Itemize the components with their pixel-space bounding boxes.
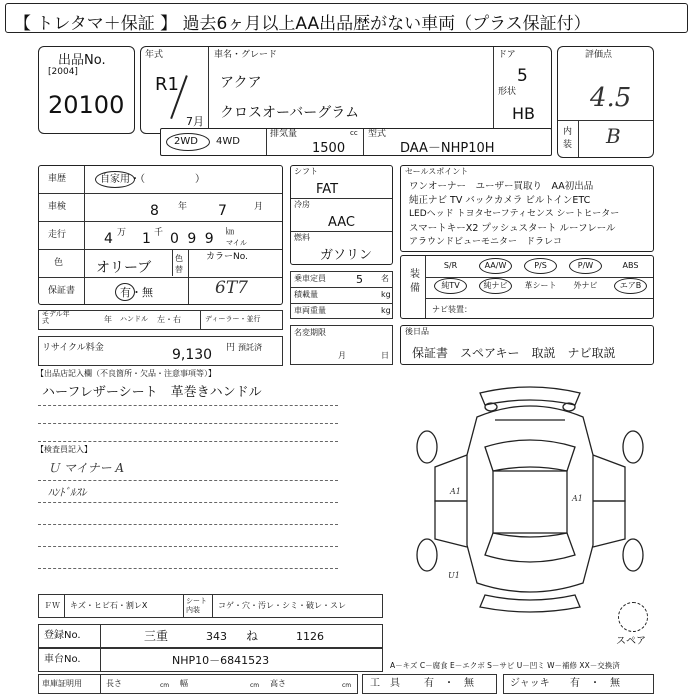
car-name: アクア bbox=[220, 75, 262, 91]
interior-value: B bbox=[606, 124, 621, 148]
sales-line-4: スマートキーX2 プッシュスタート ルーフレール bbox=[409, 223, 616, 234]
year-month: 7月 bbox=[186, 115, 204, 128]
color-value: オリーブ bbox=[96, 260, 152, 276]
regchange-day: 日 bbox=[381, 351, 389, 360]
sales-line-3: LEDヘッド トヨタセーフティセンス シートヒーター bbox=[409, 209, 620, 219]
recycle-value: 9,130 bbox=[172, 347, 213, 363]
fw-desc: キズ・ヒビ石・割レX bbox=[70, 601, 148, 610]
capacity-unit: 名 bbox=[381, 274, 389, 283]
equipment-item: AA/W bbox=[484, 261, 507, 270]
drive-4wd: 4WD bbox=[216, 136, 240, 147]
lot-label: 出品No. bbox=[58, 53, 106, 68]
damage-mark-3: A1 bbox=[572, 494, 583, 503]
shape-value: HB bbox=[512, 104, 536, 123]
chassis-label: 車台No. bbox=[44, 654, 81, 665]
equipment-circle bbox=[524, 258, 557, 274]
tire-front-right bbox=[623, 431, 643, 463]
after-value: 保証書 スペアキー 取説 ナビ取説 bbox=[412, 346, 616, 360]
rear-window bbox=[485, 533, 575, 562]
history-value: 自家用・（ ） bbox=[100, 174, 205, 185]
inspection-month-unit: 月 bbox=[254, 202, 264, 212]
seat-label: シート内装 bbox=[186, 597, 207, 614]
inspection-label: 車検 bbox=[48, 202, 67, 212]
inspection-year: 8 bbox=[150, 203, 159, 219]
remarks-text: ハーフレザーシート 革巻きハンドル bbox=[42, 385, 262, 400]
equipment-circle bbox=[479, 278, 512, 294]
cert-label: 車庫証明用 bbox=[42, 679, 82, 688]
modelyear-label: モデル年式 bbox=[42, 310, 70, 325]
lot-number: 20100 bbox=[48, 91, 125, 119]
history-label: 車歴 bbox=[48, 174, 67, 184]
mileage-label: 走行 bbox=[48, 230, 67, 240]
car-damage-diagram bbox=[395, 375, 665, 615]
roof bbox=[493, 471, 567, 533]
recycle-unit: 円 bbox=[226, 343, 236, 353]
equipment-item: P/W bbox=[577, 261, 594, 270]
tire-rear-left bbox=[417, 539, 437, 571]
ac-label: 冷房 bbox=[294, 200, 310, 209]
color-change: 色替 bbox=[175, 254, 183, 274]
lot-sub: [2004] bbox=[48, 67, 78, 77]
damage-legend: A－キズ C－腐食 E－エクボ S－サビ U－凹ミ W－補修 XX－交換済 bbox=[390, 661, 620, 670]
tools-label: 工 具 bbox=[370, 678, 400, 689]
mileage-d1: 4 bbox=[104, 231, 113, 247]
cert-row bbox=[38, 674, 358, 694]
load-label: 積載量 bbox=[294, 290, 318, 299]
equipment-item: 純ナビ bbox=[483, 281, 508, 290]
weight-unit: kg bbox=[381, 306, 391, 315]
equipment-item: 純TV bbox=[441, 281, 460, 290]
equipment-item: 外ナビ bbox=[573, 281, 598, 290]
drive-2wd: 2WD bbox=[174, 136, 198, 147]
color-label: 色 bbox=[54, 258, 64, 268]
displacement-value: 1500 bbox=[312, 141, 346, 156]
warranty-label: 保証書 bbox=[48, 286, 76, 296]
front-bumper bbox=[480, 387, 580, 405]
equipment-circle bbox=[479, 258, 512, 274]
registration-kana: ね bbox=[246, 629, 259, 643]
left-door-rear bbox=[435, 501, 467, 547]
car-label: 車名・グレード bbox=[214, 50, 278, 60]
capacity-value: 5 bbox=[356, 273, 363, 286]
after-label: 後日品 bbox=[405, 327, 429, 336]
mileage-digits: 0 9 9 bbox=[170, 231, 216, 247]
displacement-unit: cc bbox=[350, 129, 358, 137]
spare-label: スペア bbox=[616, 636, 646, 647]
tire-rear-right bbox=[623, 539, 643, 571]
chassis-value: NHP10－6841523 bbox=[172, 654, 270, 667]
sales-line-5: アラウンドビューモニター ドラレコ bbox=[409, 237, 563, 247]
modelyear-lr: 左・右 bbox=[157, 315, 181, 324]
equipment-item: エアB bbox=[619, 281, 642, 290]
cert-height: 高さ bbox=[270, 679, 286, 688]
doors-value: 5 bbox=[517, 66, 528, 86]
mileage-d2: 1 bbox=[142, 231, 151, 247]
color-code: 6T7 bbox=[215, 278, 248, 298]
inspection-year-unit: 年 bbox=[178, 202, 188, 212]
nav-label: ナビ装置： bbox=[432, 305, 472, 314]
ac-value: AAC bbox=[328, 215, 355, 230]
registration-label: 登録No. bbox=[44, 630, 81, 641]
inspection-month: 7 bbox=[218, 203, 227, 219]
color-code-label: カラーNo. bbox=[206, 252, 248, 262]
fuel-label: 燃料 bbox=[294, 233, 310, 242]
shift-label: シフト bbox=[294, 167, 318, 176]
shift-value: FAT bbox=[316, 182, 339, 197]
capacity-label: 乗車定員 bbox=[294, 274, 326, 283]
right-door-front bbox=[593, 455, 625, 501]
registration-class: 343 bbox=[206, 630, 227, 643]
car-grade: クロスオーバーグラム bbox=[220, 105, 360, 121]
modelyear-handle: ハンドル bbox=[120, 315, 148, 323]
displacement-label: 排気量 bbox=[270, 129, 298, 139]
sales-label: セールスポイント bbox=[405, 167, 469, 176]
equipment-divider bbox=[426, 277, 653, 278]
mileage-u1: 万 bbox=[117, 228, 127, 238]
cert-length: 長さ bbox=[106, 679, 122, 688]
fw-label: ＦＷ bbox=[44, 601, 60, 610]
damage-mark-2: U1 bbox=[448, 571, 460, 580]
equipment-circle bbox=[614, 278, 647, 294]
rear-bumper bbox=[480, 595, 580, 612]
weight-label: 車両重量 bbox=[294, 306, 326, 315]
doors-label: ドア bbox=[498, 50, 516, 60]
regchange-month: 月 bbox=[338, 351, 346, 360]
registration-number: 1126 bbox=[296, 630, 324, 643]
inspector-label: 【検査員記入】 bbox=[36, 445, 92, 454]
seat-desc: コゲ・穴・汚レ・シミ・破レ・スレ bbox=[218, 601, 346, 610]
remarks-label: 【出品店記入欄（不良箇所・欠品・注意事項等）】 bbox=[36, 369, 216, 378]
recycle-note: 預託済 bbox=[238, 343, 262, 352]
tools-value: 有 ・ 無 bbox=[424, 678, 474, 689]
jack-label: ジャッキ bbox=[510, 678, 550, 689]
mileage-u2: 千 bbox=[154, 228, 164, 238]
score-value: 4.5 bbox=[590, 83, 632, 113]
jack-value: 有 ・ 無 bbox=[570, 678, 620, 689]
spare-tire bbox=[618, 602, 648, 632]
fuel-value: ガソリン bbox=[320, 248, 373, 263]
equipment-circle bbox=[569, 258, 602, 274]
sales-line-2: 純正ナビ TV バックカメラ ビルトインETC bbox=[409, 195, 591, 206]
recycle-label: リサイクル料金 bbox=[42, 343, 104, 353]
regchange-label: 名変期限 bbox=[294, 328, 326, 337]
cert-cm-1: cm bbox=[160, 682, 170, 689]
cert-cm-3: cm bbox=[342, 682, 352, 689]
interior-label: 内装 bbox=[563, 127, 573, 150]
modelyear-dealer: ディーラー・並行 bbox=[205, 315, 261, 323]
inspector-line-2: ﾊﾝﾄﾞﾙｽﾚ bbox=[48, 486, 87, 499]
equipment-item: 革シート bbox=[524, 281, 557, 290]
year-label: 年式 bbox=[145, 50, 164, 60]
damage-mark-1: A1 bbox=[450, 487, 461, 496]
equipment-item: ABS bbox=[622, 261, 639, 270]
banner-text: 【 トレタマ＋保証 】 過去6ヶ月以上AA出品歴がない車両（プラス保証付） bbox=[14, 14, 591, 34]
cert-width: 幅 bbox=[180, 679, 188, 688]
score-label: 評価点 bbox=[585, 50, 613, 60]
sales-line-1: ワンオーナー ユーザー買取り AA初出品 bbox=[409, 181, 594, 192]
equipment-item: S/R bbox=[443, 261, 458, 270]
registration-area: 三重 bbox=[144, 629, 169, 643]
tire-front-left bbox=[417, 431, 437, 463]
equipment-divider bbox=[426, 298, 653, 299]
model-label: 型式 bbox=[368, 129, 387, 139]
cert-cm-2: cm bbox=[250, 682, 260, 689]
modelyear-unit: 年 bbox=[104, 315, 112, 324]
year-era: R1 bbox=[155, 74, 179, 95]
equipment-label: 装備 bbox=[410, 269, 420, 294]
mileage-mile: マイル bbox=[226, 239, 247, 247]
windshield bbox=[485, 440, 575, 471]
mileage-unit: ㎞ bbox=[226, 227, 234, 236]
inspector-line-1: Ｕ マイナー A bbox=[48, 461, 125, 475]
model-value: DAA－NHP10H bbox=[400, 141, 495, 156]
right-door-rear bbox=[593, 501, 625, 547]
load-unit: kg bbox=[381, 290, 391, 299]
warranty-value: 有・無 bbox=[120, 286, 153, 299]
equipment-item: P/S bbox=[534, 261, 547, 270]
equipment-circle bbox=[434, 278, 467, 294]
shape-label: 形状 bbox=[498, 87, 517, 97]
